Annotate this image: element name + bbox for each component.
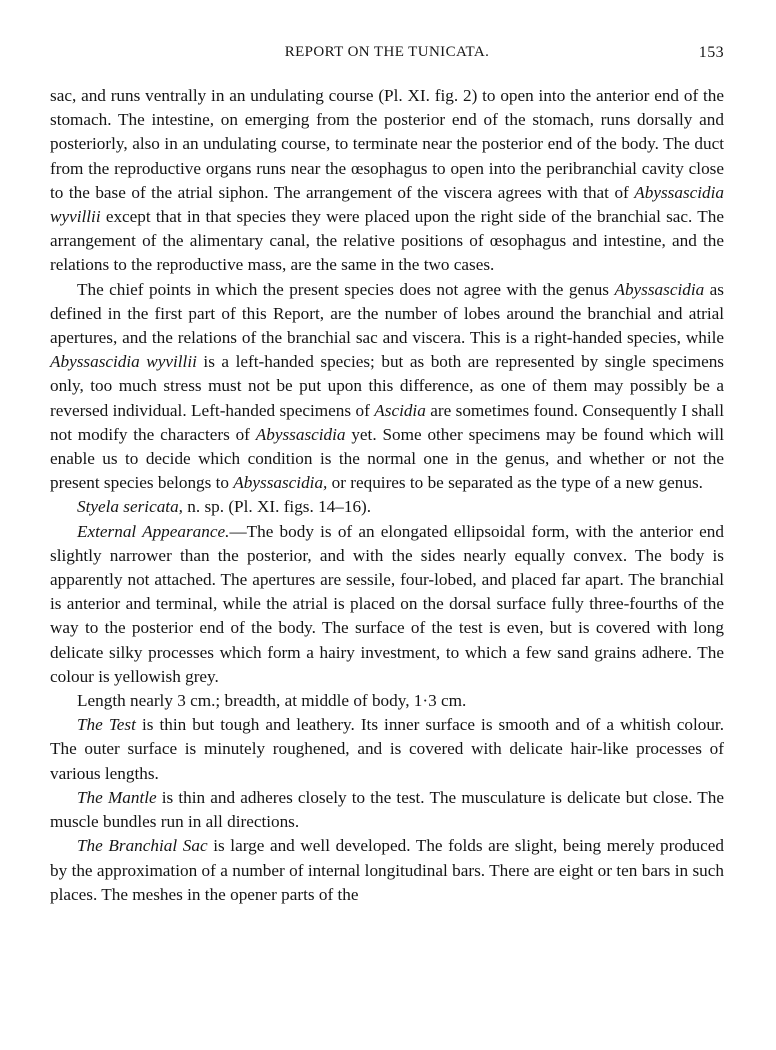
species-name: Abyssascidia wyvillii (50, 352, 197, 372)
paragraph-genus-comparison (50, 278, 724, 496)
section-label: External Appearance. (77, 521, 230, 541)
paragraph-branchial-sac (50, 834, 724, 907)
paragraph-dimensions: Length nearly 3 cm.; breadth, at middle of body, 1·3 cm. (77, 691, 467, 711)
species-name: Styela sericata, (77, 497, 183, 517)
text-run: is a left-handed species; but as both are represented by single specimens only, too much stress must not be put upon this difference, as one of them may possibly be a reversed individual. Left-handed specimens of (50, 352, 724, 420)
text-run: is thin but tough and leathery. Its inner surface is smooth and of a whitish colour. The outer surface is minutely roughened, and is covered with delicate hair-like processes of various lengths. (50, 715, 724, 783)
section-label: The Test (77, 715, 136, 735)
text-run: —The body is of an elongated ellipsoidal form, with the anterior end slightly narrower than the posterior, and with the sides nearly equally convex. The body is apparently not attached. The apertures are sessile, four-lobed, and placed far apart. The branchial is anterior and terminal, while the atrial is placed on the dorsal surface fully three-fourths of the way to the posterior end of the body. The surface of the test is even, but is covered with long delicate silky processes which form a hairy investment, to which a few sand grains adhere. The colour is yellowish grey. (50, 521, 724, 686)
genus-name: Abyssascidia, (233, 473, 328, 493)
text-run: except that in that species they were placed upon the right side of the branchial sac. The arrangement of the alimentary canal, the relative positions of œsophagus and intestine, and the relations to the reproductive mass, are the same in the two cases. (50, 207, 724, 275)
running-head: REPORT ON THE TUNICATA. (284, 44, 490, 60)
page-number: 153 (698, 44, 724, 61)
text-run: is large and well developed. The folds are slight, being merely produced by the approximation of a number of internal longitudinal bars. There are eight or ten bars in such places. The meshes in the opener parts of the (50, 836, 724, 904)
body-text (50, 84, 724, 907)
page-header (50, 44, 724, 68)
text-run: as defined in the first part of this Report, are the number of lobes around the branchial and atrial apertures, and the relations of the branchial sac and viscera. This is a right-handed species, while (50, 279, 724, 348)
text-run: yet. Some other specimens may be found which will enable us to decide which condition is the normal one in the genus, and whether or not the present species belongs to (50, 424, 725, 493)
genus-name: Abyssascidia (255, 424, 346, 444)
paragraph-external-appearance (50, 520, 724, 689)
text-run: The chief points in which the present species does not agree with the genus (77, 279, 615, 299)
paragraph-mantle (50, 786, 724, 834)
section-label: The Branchial Sac (77, 836, 208, 856)
genus-name: Ascidia (374, 400, 426, 420)
species-name: Abyssascidia wyvillii (50, 182, 724, 227)
species-reference: n. sp. (Pl. XI. figs. 14–16). (182, 497, 372, 517)
paragraph-viscera (50, 84, 724, 278)
paragraph-test (50, 713, 724, 786)
genus-name: Abyssascidia (614, 279, 705, 299)
text-run: sac, and runs ventrally in an undulating course (Pl. XI. fig. 2) to open into the anterior end of the stomach. The intestine, on emerging from the posterior end of the stomach, runs dorsally and posteriorly, also in an undulating course, to terminate near the posterior end of the body. The duct from the reproductive organs runs near the œsophagus to open into the peribranchial cavity close to the base of the atrial siphon. The arrangement of the viscera agrees with that of (50, 86, 724, 202)
text-run: are sometimes found. Consequently I shall not modify the characters of (50, 400, 724, 444)
text-run: is thin and adheres closely to the test. The musculature is delicate but close. The muscle bundles run in all directions. (50, 787, 724, 832)
section-label: The Mantle (77, 787, 157, 807)
species-heading (50, 495, 724, 519)
text-run: or requires to be separated as the type of a new genus. (327, 473, 703, 493)
